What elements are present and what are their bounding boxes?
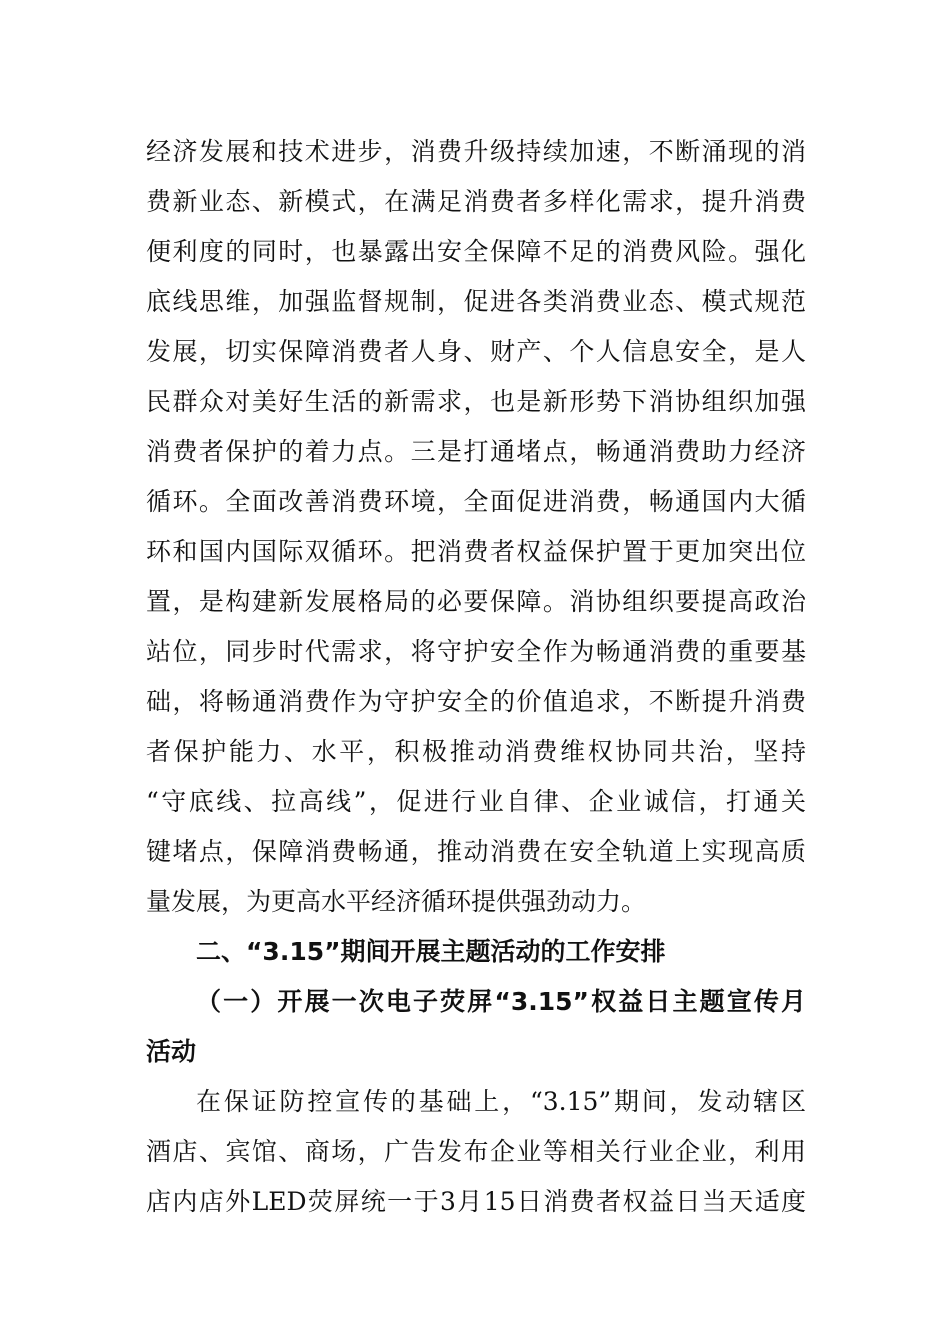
paragraph-line: 经济发展和技术进步，消费升级持续加速，不断涌现的消	[146, 137, 806, 166]
paragraph-line: 便利度的同时，也暴露出安全保障不足的消费风险。强化	[146, 237, 806, 266]
section-heading: 二、“3.15”期间开展主题活动的工作安排	[196, 937, 666, 966]
paragraph-line: 民群众对美好生活的新需求，也是新形势下消协组织加强	[146, 387, 806, 416]
paragraph-line: “守底线、拉高线”，促进行业自律、企业诚信，打通关	[146, 787, 806, 816]
paragraph-line: 消费者保护的着力点。三是打通堵点，畅通消费助力经济	[146, 437, 806, 466]
paragraph-line: 循环。全面改善消费环境，全面促进消费，畅通国内大循	[146, 487, 806, 516]
paragraph-line: 置，是构建新发展格局的必要保障。消协组织要提高政治	[146, 587, 806, 616]
paragraph-line: 底线思维，加强监督规制，促进各类消费业态、模式规范	[146, 287, 806, 316]
paragraph-line: 础，将畅通消费作为守护安全的价值追求，不断提升消费	[146, 687, 806, 716]
paragraph-line: 环和国内国际双循环。把消费者权益保护置于更加突出位	[146, 537, 806, 566]
paragraph-line: 键堵点，保障消费畅通，推动消费在安全轨道上实现高质	[146, 837, 806, 866]
paragraph-line: 者保护能力、水平，积极推动消费维权协同共治，坚持	[146, 737, 806, 766]
paragraph-line: 发展，切实保障消费者人身、财产、个人信息安全，是人	[146, 337, 806, 366]
subsection-heading-continued: 活动	[146, 1037, 197, 1066]
paragraph-line: 费新业态、新模式，在满足消费者多样化需求，提升消费	[146, 187, 806, 216]
paragraph-line: 量发展，为更高水平经济循环提供强劲动力。	[146, 887, 647, 916]
paragraph-line: 站位，同步时代需求，将守护安全作为畅通消费的重要基	[146, 637, 806, 666]
subsection-heading: （一）开展一次电子荧屏“3.15”权益日主题宣传月	[196, 987, 806, 1016]
paragraph-line: 在保证防控宣传的基础上，“3.15”期间，发动辖区	[196, 1087, 806, 1116]
paragraph-line: 酒店、宾馆、商场，广告发布企业等相关行业企业，利用	[146, 1137, 806, 1166]
paragraph-line: 店内店外LED荧屏统一于3月15日消费者权益日当天适度	[146, 1187, 806, 1216]
